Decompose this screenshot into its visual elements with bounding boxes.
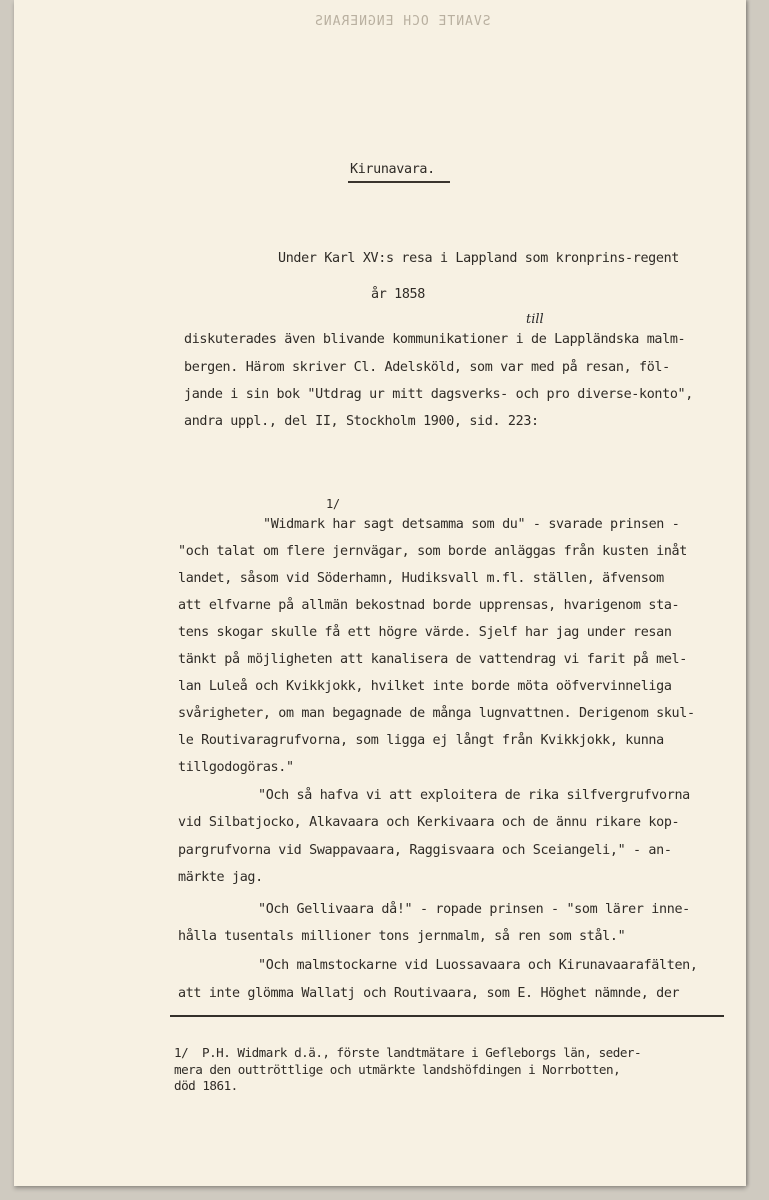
quote-line: "Och så hafva vi att exploitera de rika silfvergrufvorna: [258, 788, 690, 803]
quote-line: landet, såsom vid Söderhamn, Hudiksvall m.fl. ställen, äfvensom: [178, 571, 664, 586]
footnote-line: mera den outtröttlige och utmärkte landshöfdingen i Norrbotten,: [174, 1062, 621, 1077]
quote-line: svårigheter, om man begagnade de många lugnvattnen. Derigenom skul-: [178, 706, 695, 721]
quote-line: lan Luleå och Kvikkjokk, hvilket inte borde möta oöfvervinneliga: [178, 679, 672, 694]
footnote-reference-marker: 1/: [326, 497, 340, 511]
document-page: [14, 0, 746, 1186]
intro-paragraph-line: diskuterades även blivande kommunikationer i de Lappländska malm-: [184, 332, 686, 347]
intro-paragraph-line: jande i sin bok "Utdrag ur mitt dagsverks- och pro diverse-konto",: [184, 387, 693, 402]
footnote-marker: 1/: [174, 1045, 189, 1060]
quote-line: pargrufvorna vid Swappavaara, Raggisvaara och Sceiangeli," - an-: [178, 843, 672, 858]
handwritten-correction: till: [526, 312, 544, 327]
intro-line-2: år 1858: [371, 287, 425, 302]
quote-line: le Routivaragrufvorna, som ligga ej långt från Kvikkjokk, kunna: [178, 733, 664, 748]
footnote-separator: [170, 1015, 724, 1017]
quote-line: "Och malmstockarne vid Luossavaara och Kirunavaarafälten,: [258, 958, 698, 973]
quote-line: att elfvarne på allmän bekostnad borde upprensas, hvarigenom sta-: [178, 598, 680, 613]
page-title: Kirunavara.: [350, 162, 435, 177]
intro-line-1: Under Karl XV:s resa i Lappland som kronprins-regent: [278, 251, 680, 266]
intro-paragraph-line: bergen. Härom skriver Cl. Adelsköld, som var med på resan, föl-: [184, 360, 670, 375]
bleed-through-header: SVANTE OCH ENGNERANS: [314, 14, 491, 29]
title-underline: [348, 181, 450, 183]
quote-line: hålla tusentals millioner tons jernmalm, så ren som stål.": [178, 929, 626, 944]
quote-line: tänkt på möjligheten att kanalisera de vattendrag vi farit på mel-: [178, 652, 687, 667]
quote-line: märkte jag.: [178, 870, 263, 885]
intro-paragraph-line: andra uppl., del II, Stockholm 1900, sid. 223:: [184, 414, 539, 429]
quote-line: "Och Gellivaara då!" - ropade prinsen - "som lärer inne-: [258, 902, 690, 917]
footnote-line: död 1861.: [174, 1078, 238, 1093]
quote-line: vid Silbatjocko, Alkavaara och Kerkivaara och de ännu rikare kop-: [178, 815, 680, 830]
quote-line: att inte glömma Wallatj och Routivaara, som E. Höghet nämnde, der: [178, 986, 680, 1001]
quote-line: tens skogar skulle få ett högre värde. Sjelf har jag under resan: [178, 625, 672, 640]
quote-line: tillgodogöras.": [178, 760, 294, 775]
quote-line: "Widmark har sagt detsamma som du" - svarade prinsen -: [263, 517, 680, 532]
quote-line: "och talat om flere jernvägar, som borde anläggas från kusten inåt: [178, 544, 687, 559]
footnote-line: P.H. Widmark d.ä., förste landtmätare i Gefleborgs län, seder-: [202, 1045, 642, 1060]
